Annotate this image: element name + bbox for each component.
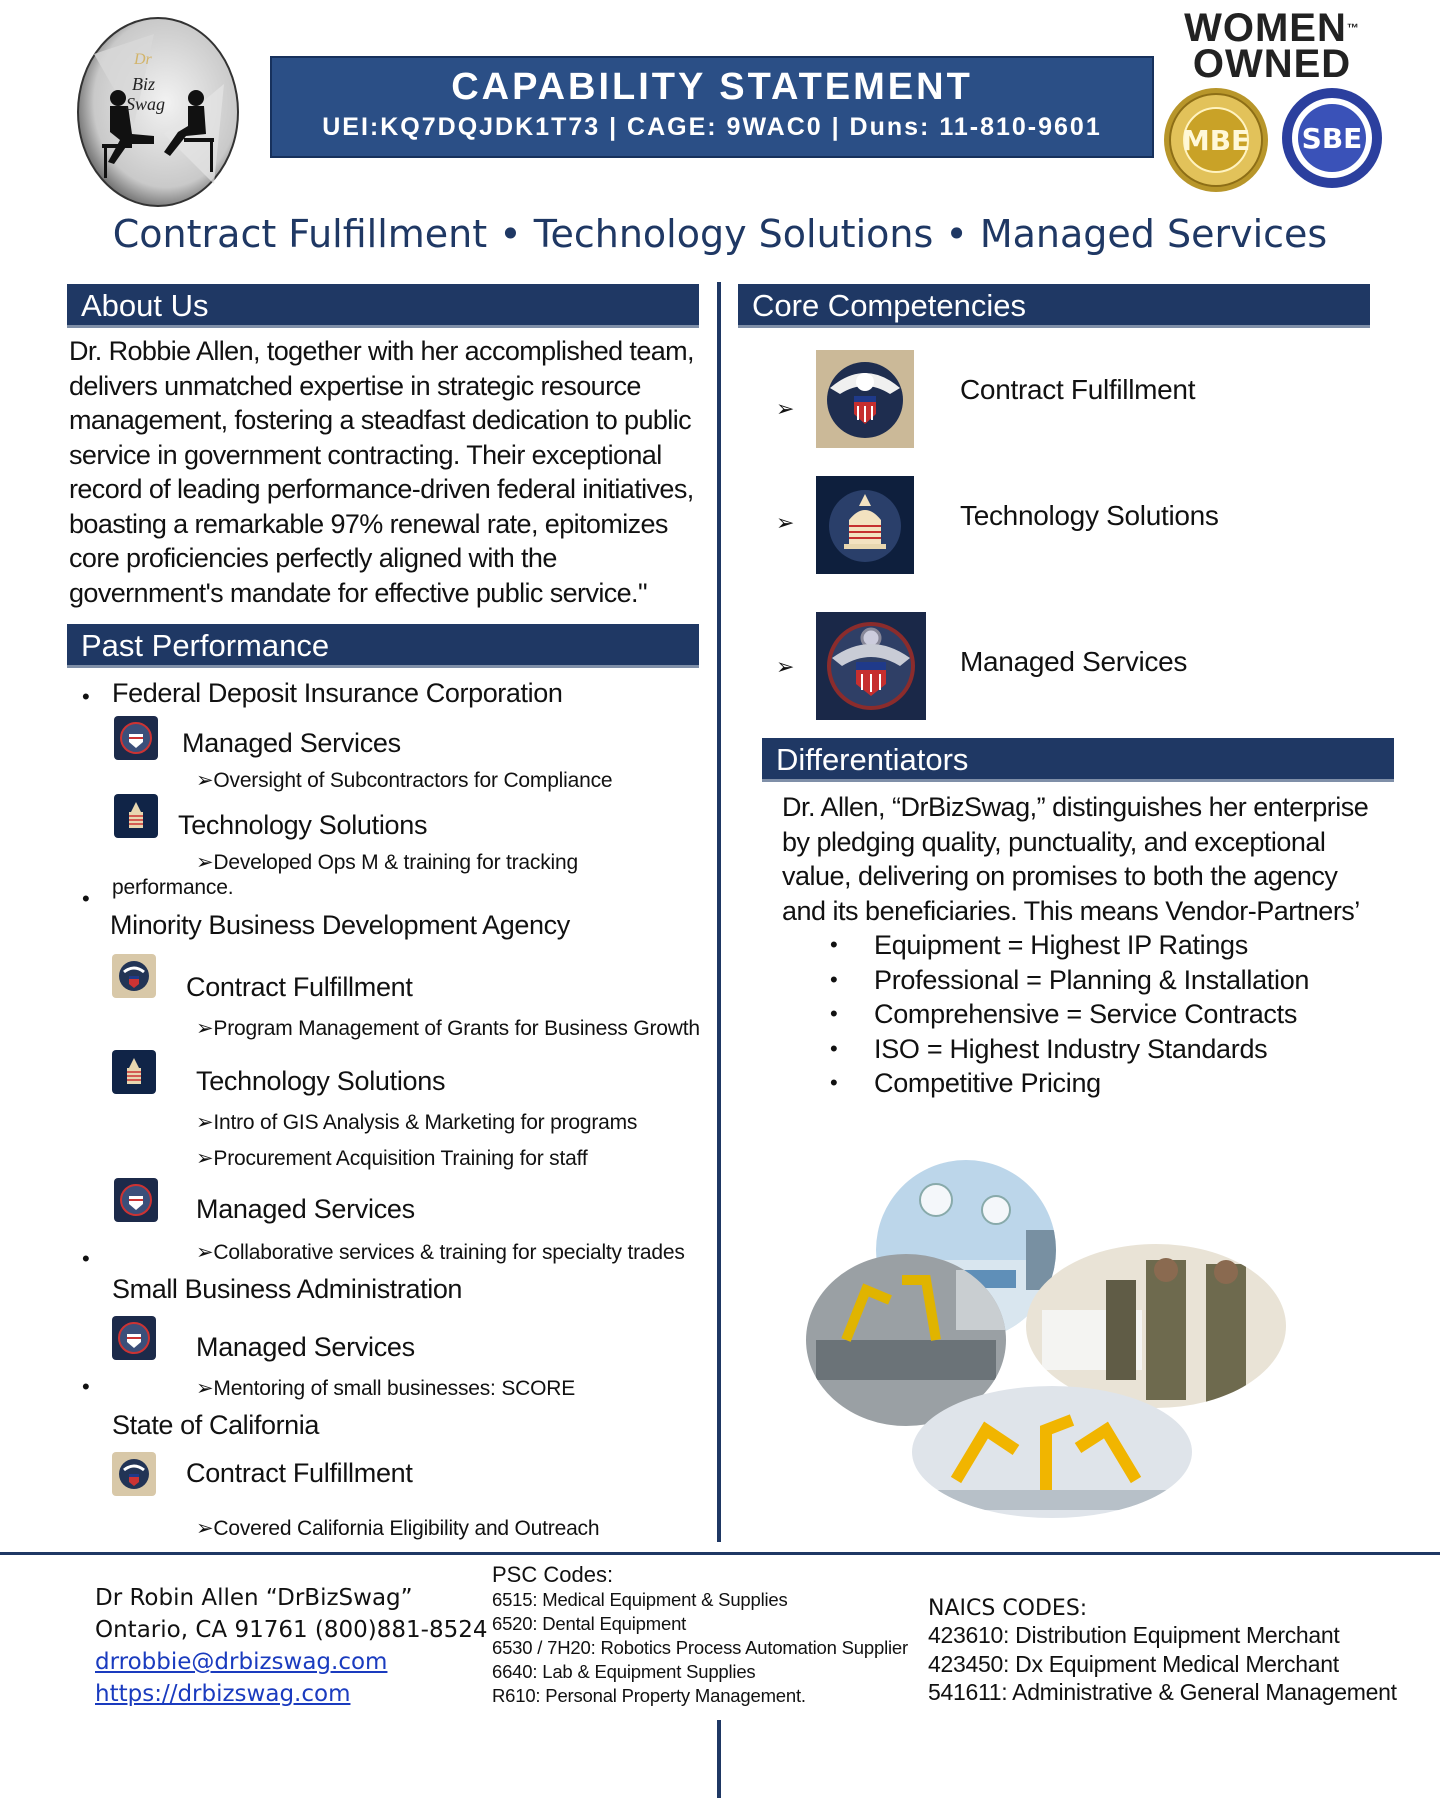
list-bullet: • bbox=[82, 684, 90, 709]
past-performance-heading: Past Performance bbox=[67, 624, 699, 668]
drbizswag-logo bbox=[74, 14, 242, 210]
list-bullet: • bbox=[82, 1374, 90, 1399]
ca-service-contract: Contract Fulfillment bbox=[186, 1458, 413, 1488]
services-tagline: Contract Fulfillment • Technology Solutions • Managed Services bbox=[112, 212, 1328, 256]
diff-line: value, delivering on promises to both the agency bbox=[782, 861, 1338, 891]
ca-detail-covered: ➢Covered California Eligibility and Outreach bbox=[196, 1517, 600, 1540]
logo-swag-text: Swag bbox=[126, 94, 166, 114]
psc-row: R610: Personal Property Management. bbox=[492, 1685, 806, 1706]
contract-fulfillment-badge-icon bbox=[112, 954, 156, 1003]
technology-solutions-badge-icon bbox=[114, 794, 158, 843]
differentiators-list bbox=[830, 928, 1309, 1101]
core-item-contract-fulfillment: Contract Fulfillment bbox=[960, 374, 1196, 405]
capitol-dome-icon bbox=[816, 476, 914, 579]
contact-address-phone: Ontario, CA 91761 (800)881-8524 bbox=[95, 1617, 488, 1643]
core-item-managed-services: Managed Services bbox=[960, 646, 1188, 677]
arrow-bullet-icon: ➢ bbox=[776, 510, 795, 535]
website-link[interactable]: https://drbizswag.com bbox=[95, 1681, 351, 1707]
arrow-bullet-icon: ➢ bbox=[776, 396, 795, 421]
about-line: Dr. Robbie Allen, together with her accomplished team, bbox=[69, 336, 694, 366]
contract-fulfillment-badge-icon bbox=[112, 1452, 156, 1501]
page-title: CAPABILITY STATEMENT bbox=[451, 66, 973, 108]
managed-services-badge-icon bbox=[114, 1178, 158, 1227]
mbda-detail-gis: ➢Intro of GIS Analysis & Marketing for programs bbox=[196, 1111, 638, 1134]
footer-column-divider bbox=[717, 1720, 721, 1798]
sba-detail-score: ➢Mentoring of small businesses: SCORE bbox=[196, 1377, 576, 1400]
list-item: • Equipment = Highest IP Ratings bbox=[830, 928, 1309, 963]
mbe-seal-text: MBE bbox=[1181, 124, 1251, 157]
psc-row: 6530 / 7H20: Robotics Process Automation Supplier bbox=[492, 1637, 908, 1658]
agency-california: State of California bbox=[112, 1410, 320, 1440]
sba-service-managed: Managed Services bbox=[196, 1332, 415, 1362]
about-line: boasting a remarkable 97% renewal rate, epitomizes bbox=[69, 508, 668, 539]
agency-sba: Small Business Administration bbox=[112, 1274, 463, 1304]
logo-dr-text: Dr bbox=[134, 51, 152, 68]
naics-codes-block bbox=[928, 1596, 1397, 1707]
about-line: delivers unmatched expertise in strategic resource bbox=[69, 370, 641, 401]
psc-row: 6520: Dental Equipment bbox=[492, 1613, 687, 1634]
about-us-heading: About Us bbox=[67, 284, 699, 328]
managed-services-badge-icon bbox=[114, 716, 158, 765]
about-line: government's mandate for effective public service." bbox=[69, 577, 647, 608]
fdic-detail-ops: ➢Developed Ops M & training for tracking bbox=[196, 851, 578, 874]
fdic-service-managed: Managed Services bbox=[182, 728, 401, 758]
naics-row: 423450: Dx Equipment Medical Merchant bbox=[928, 1650, 1339, 1677]
mbda-service-managed: Managed Services bbox=[196, 1194, 415, 1224]
mbda-detail-grants: ➢Program Management of Grants for Business Growth bbox=[196, 1017, 700, 1040]
mbda-service-tech: Technology Solutions bbox=[196, 1066, 446, 1096]
about-line: core proficiencies perfectly aligned with the bbox=[69, 543, 557, 573]
diff-line: by pledging quality, punctuality, and exceptional bbox=[782, 826, 1326, 857]
naics-row: 423610: Distribution Equipment Merchant bbox=[928, 1622, 1340, 1648]
women-owned-badge bbox=[1172, 6, 1372, 86]
core-item-technology-solutions: Technology Solutions bbox=[960, 500, 1219, 531]
agency-mbda: Minority Business Development Agency bbox=[110, 910, 570, 940]
fdic-service-tech: Technology Solutions bbox=[178, 810, 428, 840]
email-link[interactable]: drrobbie@drbizswag.com bbox=[95, 1649, 388, 1675]
list-item: • ISO = Highest Industry Standards bbox=[830, 1032, 1309, 1067]
arrow-bullet-icon: ➢ bbox=[776, 654, 795, 679]
psc-row: 6515: Medical Equipment & Supplies bbox=[492, 1589, 788, 1610]
fdic-detail-oversight: ➢Oversight of Subcontractors for Compliance bbox=[196, 769, 613, 792]
agency-fdic: Federal Deposit Insurance Corporation bbox=[112, 678, 563, 708]
contact-block bbox=[95, 1582, 488, 1710]
list-bullet: • bbox=[82, 886, 90, 911]
mbda-detail-collaborative: ➢Collaborative services & training for specialty trades bbox=[196, 1241, 685, 1264]
title-banner bbox=[270, 56, 1154, 158]
psc-row: 6640: Lab & Equipment Supplies bbox=[492, 1661, 756, 1682]
list-item: • Competitive Pricing bbox=[830, 1066, 1309, 1101]
eagle-shield-icon bbox=[816, 350, 914, 453]
about-line: service in government contracting. Their exceptional bbox=[69, 439, 662, 470]
list-bullet: • bbox=[82, 1246, 90, 1271]
psc-codes-block bbox=[492, 1562, 908, 1708]
column-divider bbox=[717, 282, 721, 1542]
differentiators-heading: Differentiators bbox=[762, 738, 1394, 782]
contact-name: Dr Robin Allen “DrBizSwag” bbox=[95, 1585, 413, 1611]
mbda-detail-procurement: ➢Procurement Acquisition Training for staff bbox=[196, 1147, 588, 1170]
sbe-seal-text: SBE bbox=[1301, 122, 1363, 155]
diff-line: and its beneficiaries. This means Vendor-Partners’ bbox=[782, 895, 1360, 926]
about-line: management, fostering a steadfast dedication to public bbox=[69, 405, 692, 435]
diff-line: Dr. Allen, “DrBizSwag,” distinguishes her enterprise bbox=[782, 792, 1369, 822]
psc-heading: PSC Codes: bbox=[492, 1562, 614, 1587]
identifiers-line: UEI:KQ7DQJDK1T73 | CAGE: 9WAC0 | Duns: 11-810-9601 bbox=[322, 113, 1102, 141]
naics-heading: NAICS CODES: bbox=[928, 1596, 1088, 1621]
list-item: • Comprehensive = Service Contracts bbox=[830, 997, 1309, 1032]
women-owned-word-1: WOMEN bbox=[1184, 6, 1347, 50]
managed-services-badge-icon bbox=[112, 1316, 156, 1365]
about-us-text bbox=[69, 334, 709, 610]
naics-row: 541611: Administrative & General Management bbox=[928, 1679, 1397, 1705]
fdic-detail-ops-cont: performance. bbox=[112, 876, 234, 899]
sbe-certified-seal-icon bbox=[1280, 86, 1384, 190]
footer-divider bbox=[0, 1552, 1440, 1555]
logo-biz-text: Biz bbox=[132, 74, 156, 94]
list-item: • Professional = Planning & Installation bbox=[830, 963, 1309, 998]
differentiators-text bbox=[782, 790, 1382, 928]
mbe-certified-seal-icon bbox=[1162, 86, 1270, 194]
about-line: record of leading performance-driven federal initiatives, bbox=[69, 474, 694, 504]
women-owned-word-2: OWNED bbox=[1192, 42, 1352, 86]
technology-solutions-badge-icon bbox=[112, 1050, 156, 1099]
trademark-mark: ™ bbox=[1346, 21, 1360, 35]
core-competencies-heading: Core Competencies bbox=[738, 284, 1370, 328]
equipment-photo-collage bbox=[806, 1160, 1290, 1518]
mbda-service-contract: Contract Fulfillment bbox=[186, 972, 413, 1002]
eagle-gear-shield-icon bbox=[816, 612, 926, 725]
